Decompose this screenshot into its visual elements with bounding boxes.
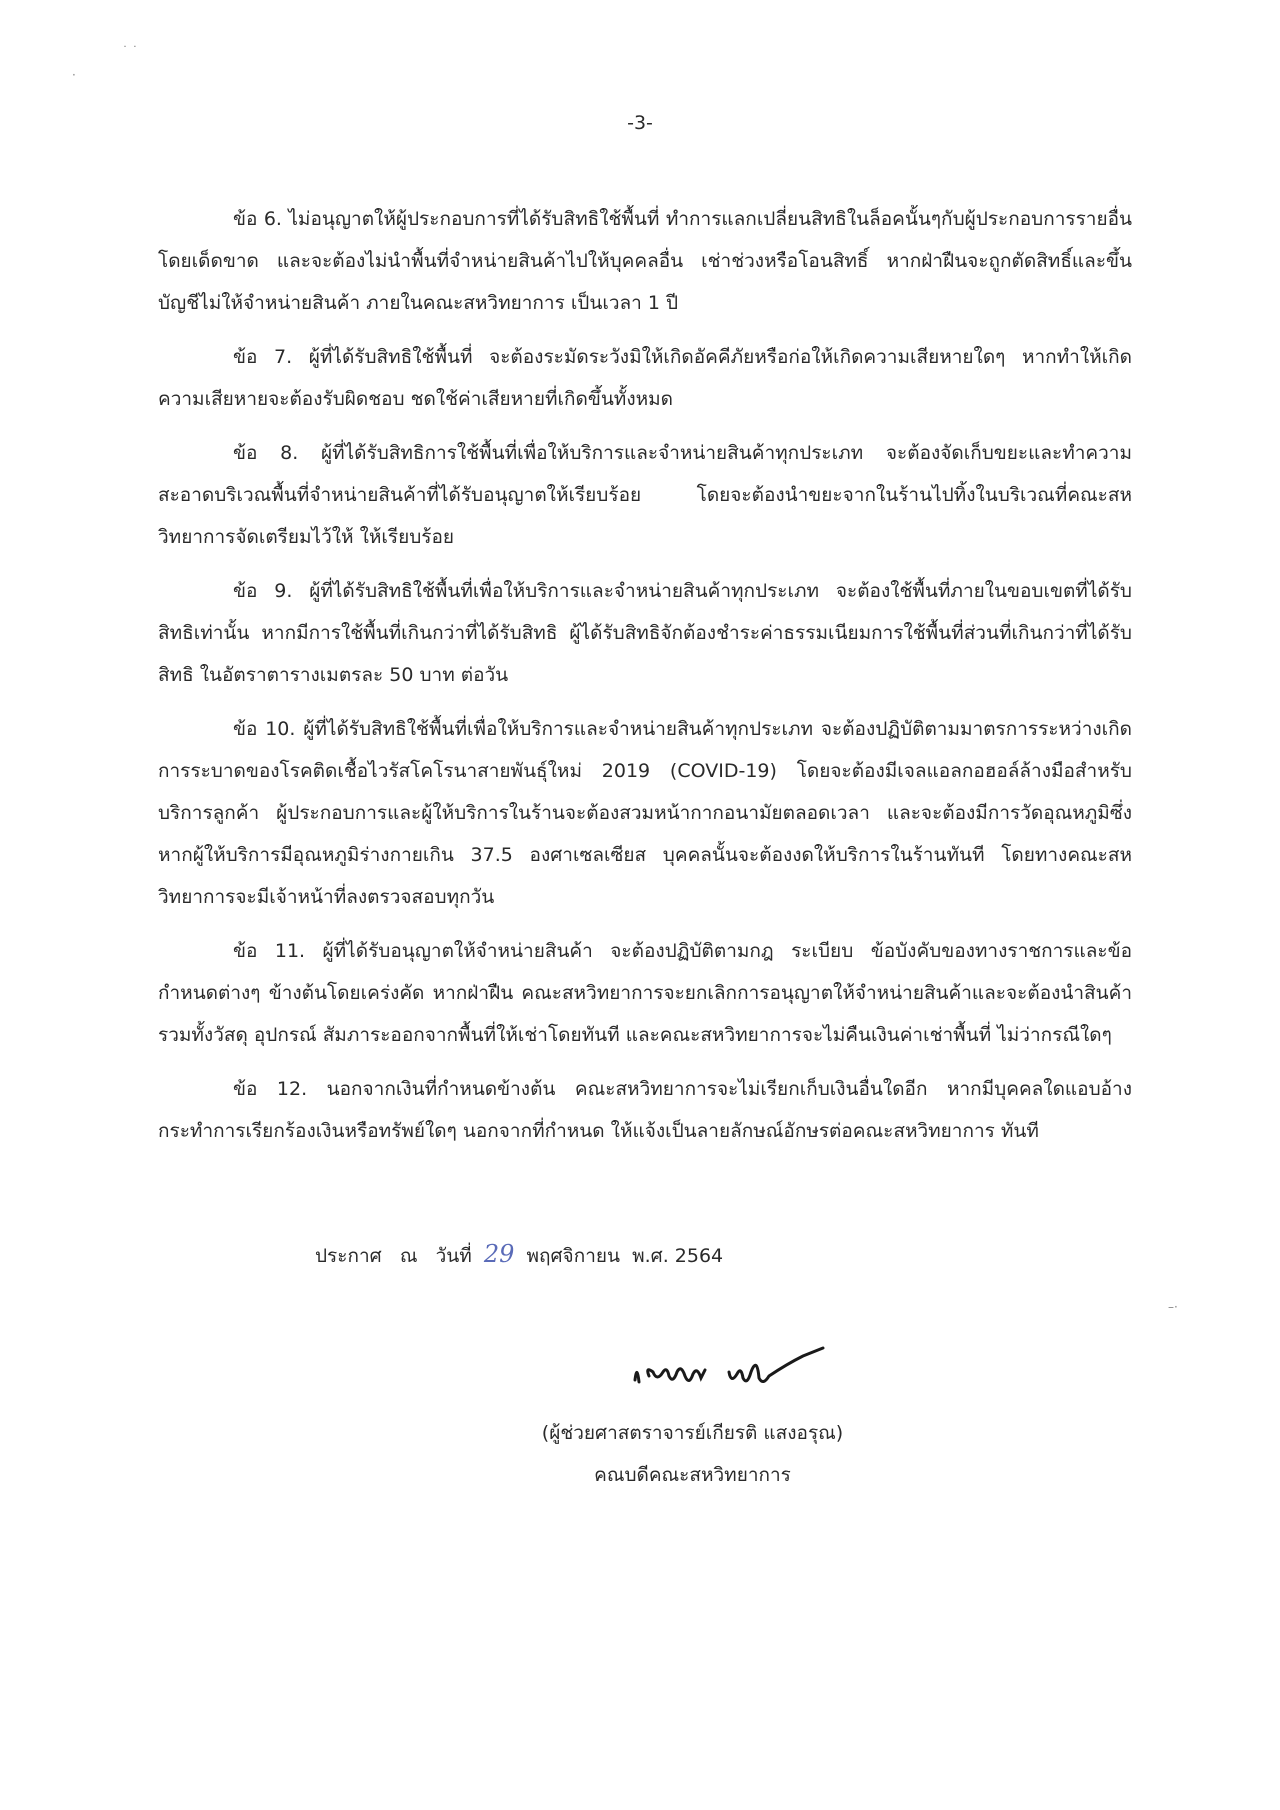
page-number: -3-	[627, 112, 653, 134]
scan-speck: –·	[1168, 1300, 1178, 1314]
clause-7: ข้อ 7. ผู้ที่ได้รับสิทธิใช้พื้นที่ จะต้องระมัดระวังมิให้เกิดอัคคีภัยหรือก่อให้เกิดความเสียหายใดๆ หากทำให้เกิดความเสียหายจะต้องรับผิดชอบ ชดใช้ค่าเสียหายที่เกิดขึ้นทั้งหมด	[158, 346, 1132, 410]
announcement-prefix: ประกาศ ณ วันที่	[315, 1245, 484, 1267]
scan-speck: ˙ ˙	[122, 44, 138, 58]
document-body	[158, 198, 1132, 1164]
signer-name: (ผู้ช่วยศาสตราจารย์เกียรติ แสงอรุณ)	[541, 1422, 844, 1444]
signer-position: คณบดีคณะสหวิทยาการ	[594, 1464, 791, 1486]
clause-9: ข้อ 9. ผู้ที่ได้รับสิทธิใช้พื้นที่เพื่อให้บริการและจำหน่ายสินค้าทุกประเภท จะต้องใช้พื้นที่ภายในขอบเขตที่ได้รับสิทธิเท่านั้น หากมีการใช้พื้นที่เกินกว่าที่ได้รับสิทธิ ผู้ได้รับสิทธิจักต้องชำระค่าธรรมเนียมการใช้พื้นที่ส่วนที่เกินกว่าที่ได้รับสิทธิ ในอัตราตารางเมตรละ 50 บาท ต่อวัน	[158, 580, 1132, 686]
clause-10: ข้อ 10. ผู้ที่ได้รับสิทธิใช้พื้นที่เพื่อให้บริการและจำหน่ายสินค้าทุกประเภท จะต้องปฏิบัติตามมาตรการระหว่างเกิดการระบาดของโรคติดเชื้อไวรัสโคโรนาสายพันธุ์ใหม่ 2019 (COVID-19) โดยจะต้องมีเจลแอลกอฮอล์ล้างมือสำหรับบริการลูกค้า ผู้ประกอบการและผู้ให้บริการในร้านจะต้องสวมหน้ากากอนามัยตลอดเวลา และจะต้องมีการวัดอุณหภูมิซึ่งหากผู้ให้บริการมีอุณหภูมิร่างกายเกิน 37.5 องศาเซลเซียส บุคคลนั้นจะต้องงดให้บริการในร้านทันที โดยทางคณะสหวิทยาการจะมีเจ้าหน้าที่ลงตรวจสอบทุกวัน	[158, 718, 1132, 908]
handwritten-signature	[627, 1342, 837, 1402]
announcement-suffix: พฤศจิกายน พ.ศ. 2564	[514, 1245, 724, 1267]
announcement-line	[315, 1240, 723, 1271]
clause-12: ข้อ 12. นอกจากเงินที่กำหนดข้างต้น คณะสหวิทยาการจะไม่เรียกเก็บเงินอื่นใดอีก หากมีบุคคลใดแอบอ้างกระทำการเรียกร้องเงินหรือทรัพย์ใดๆ นอกจากที่กำหนด ให้แจ้งเป็นลายลักษณ์อักษรต่อคณะสหวิทยาการ ทันที	[158, 1078, 1132, 1142]
clause-6: ข้อ 6. ไม่อนุญาตให้ผู้ประกอบการที่ได้รับสิทธิใช้พื้นที่ ทำการแลกเปลี่ยนสิทธิในล็อคนั้นๆกับผู้ประกอบการรายอื่นโดยเด็ดขาด และจะต้องไม่นำพื้นที่จำหน่ายสินค้าไปให้บุคคลอื่น เช่าช่วงหรือโอนสิทธิ์ หากฝ่าฝืนจะถูกตัดสิทธิ์และขึ้นบัญชีไม่ให้จำหน่ายสินค้า ภายในคณะสหวิทยาการ เป็นเวลา 1 ปี	[158, 208, 1132, 314]
clause-8: ข้อ 8. ผู้ที่ได้รับสิทธิการใช้พื้นที่เพื่อให้บริการและจำหน่ายสินค้าทุกประเภท จะต้องจัดเก็บขยะและทำความสะอาดบริเวณพื้นที่จำหน่ายสินค้าที่ได้รับอนุญาตให้เรียบร้อย โดยจะต้องนำขยะจากในร้านไปทิ้งในบริเวณที่คณะสหวิทยาการจัดเตรียมไว้ให้ ให้เรียบร้อย	[158, 442, 1132, 548]
clause-11: ข้อ 11. ผู้ที่ได้รับอนุญาตให้จำหน่ายสินค้า จะต้องปฏิบัติตามกฎ ระเบียบ ข้อบังคับของทางราชการและข้อกำหนดต่างๆ ข้างต้นโดยเคร่งคัด หากฝ่าฝืน คณะสหวิทยาการจะยกเลิกการอนุญาตให้จำหน่ายสินค้าและจะต้องนำสินค้ารวมทั้งวัสดุ อุปกรณ์ สัมภาระออกจากพื้นที่ให้เช่าโดยทันที และคณะสหวิทยาการจะไม่คืนเงินค่าเช่าพื้นที่ ไม่ว่ากรณีใดๆ	[158, 940, 1132, 1046]
handwritten-day: 29	[483, 1240, 515, 1268]
scan-speck: ·	[72, 68, 76, 82]
